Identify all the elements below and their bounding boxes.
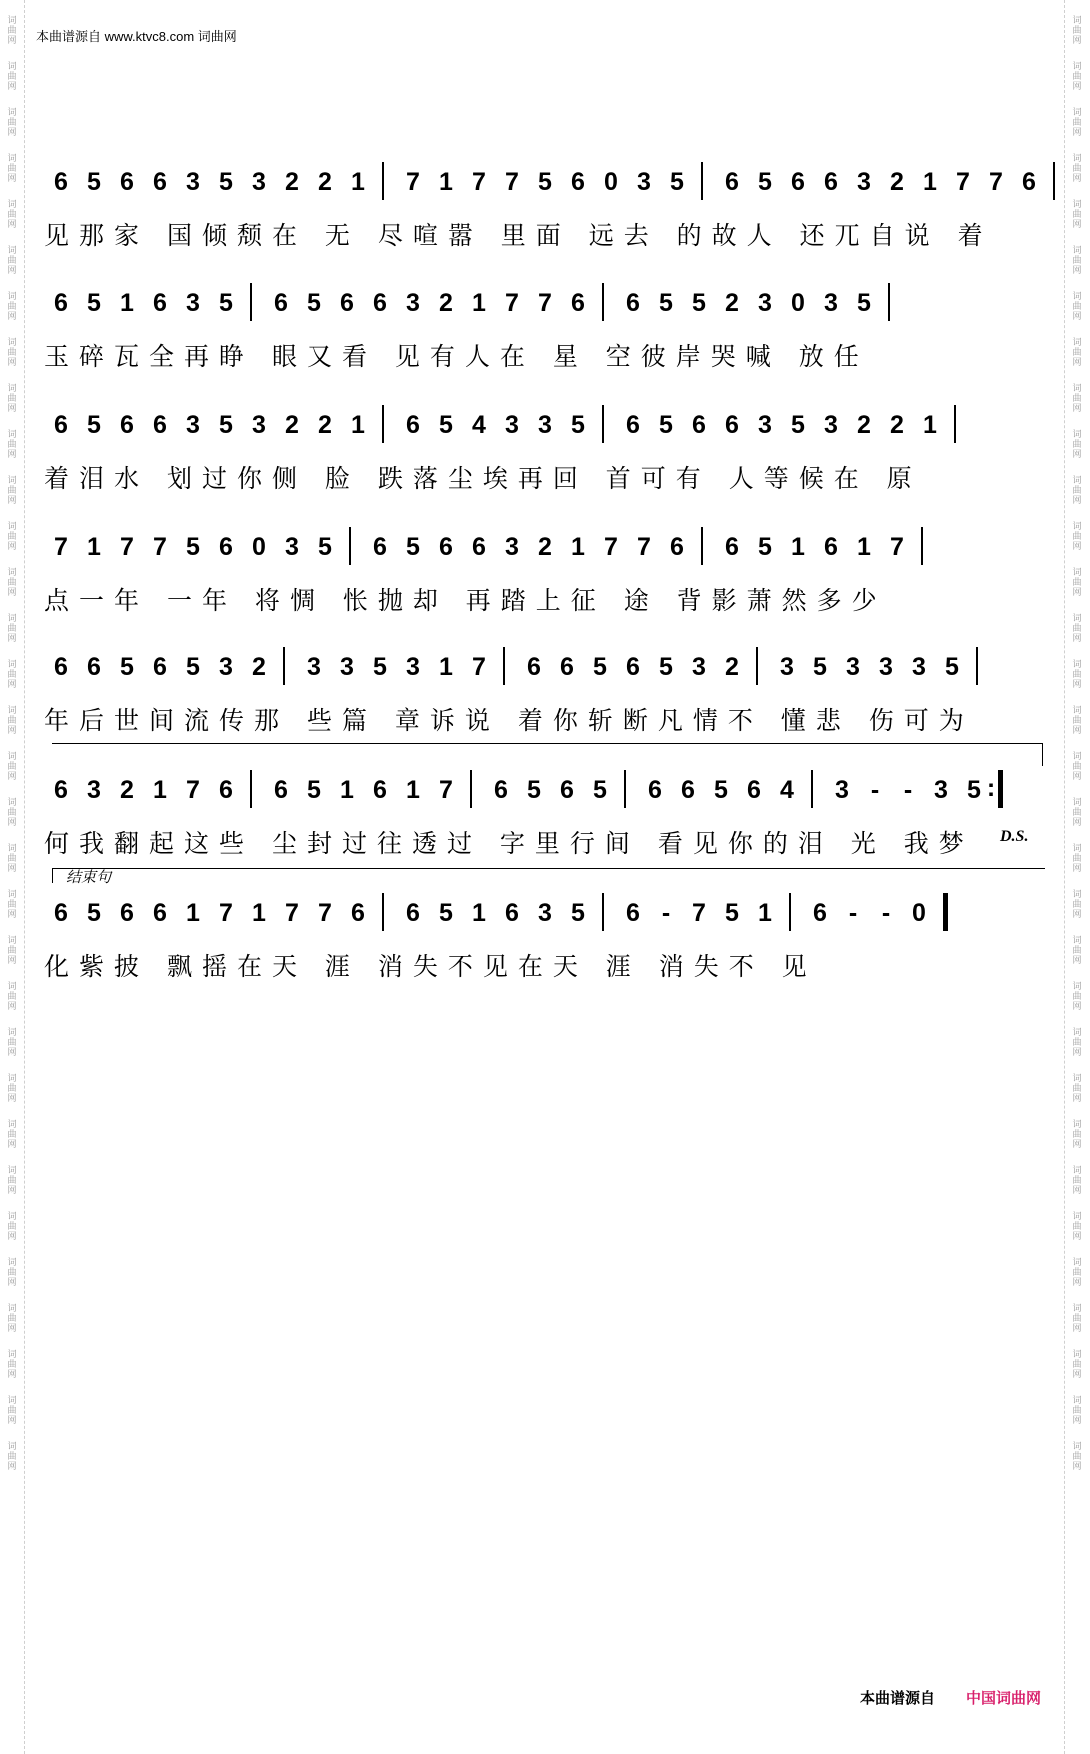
- note: 7: [318, 899, 332, 927]
- note: 5: [538, 168, 552, 196]
- watermark-mark: 词曲网: [1072, 154, 1082, 184]
- note: 5: [758, 168, 772, 196]
- note: 7: [538, 289, 552, 317]
- note: 3: [186, 411, 200, 439]
- note: 7: [604, 533, 618, 561]
- note: 3: [780, 653, 794, 681]
- note: 6: [153, 168, 167, 196]
- note: 6: [351, 899, 365, 927]
- note: 6: [725, 411, 739, 439]
- lyric-row: 何我翻起这些 尘封过往透过 字里行间 看见你的泪 光 我梦: [44, 829, 974, 858]
- watermark-mark: 词曲网: [1072, 1258, 1082, 1288]
- watermark-mark: 词曲网: [7, 614, 17, 644]
- watermark-mark: 词曲网: [1072, 1166, 1082, 1196]
- footer-site-link[interactable]: 中国词曲网: [966, 1689, 1042, 1707]
- barline: [888, 283, 890, 321]
- note: 3: [824, 289, 838, 317]
- sustain-dash: -: [870, 776, 880, 804]
- note: 3: [186, 289, 200, 317]
- barline: [602, 283, 604, 321]
- note: 6: [813, 899, 827, 927]
- note: 7: [219, 899, 233, 927]
- note: 0: [604, 168, 618, 196]
- ds-mark: D.S.: [1000, 828, 1029, 845]
- note: 3: [835, 776, 849, 804]
- note: 6: [824, 533, 838, 561]
- notation-row: [44, 527, 1044, 567]
- note: 0: [791, 289, 805, 317]
- note: 6: [494, 776, 508, 804]
- barline: [624, 770, 626, 808]
- note: 3: [219, 653, 233, 681]
- watermark-mark: 词曲网: [7, 338, 17, 368]
- barline: [976, 647, 978, 685]
- note: 3: [692, 653, 706, 681]
- note: 6: [153, 653, 167, 681]
- note: 6: [626, 899, 640, 927]
- note: 6: [219, 776, 233, 804]
- note: 5: [659, 289, 673, 317]
- watermark-mark: 词曲网: [7, 292, 17, 322]
- barline: [382, 162, 384, 200]
- note: 5: [439, 411, 453, 439]
- note: 6: [626, 289, 640, 317]
- note: 1: [439, 168, 453, 196]
- note: 1: [472, 899, 486, 927]
- note: 6: [791, 168, 805, 196]
- ending-bracket: [52, 868, 1045, 883]
- note: 3: [538, 899, 552, 927]
- note: 5: [725, 899, 739, 927]
- watermark-mark: 词曲网: [7, 476, 17, 506]
- barline: [382, 893, 384, 931]
- note: 6: [406, 411, 420, 439]
- note: 2: [439, 289, 453, 317]
- note: 5: [571, 411, 585, 439]
- watermark-mark: 词曲网: [7, 1166, 17, 1196]
- note: 5: [87, 899, 101, 927]
- note: 5: [571, 899, 585, 927]
- note: 3: [252, 168, 266, 196]
- note: 1: [186, 899, 200, 927]
- note: 6: [54, 411, 68, 439]
- note: 5: [307, 776, 321, 804]
- note: 5: [659, 411, 673, 439]
- watermark-mark: 词曲网: [1072, 338, 1082, 368]
- note: 6: [439, 533, 453, 561]
- note: 1: [406, 776, 420, 804]
- note: 2: [725, 289, 739, 317]
- watermark-mark: 词曲网: [1072, 430, 1082, 460]
- note: 5: [670, 168, 684, 196]
- note: 1: [571, 533, 585, 561]
- note: 6: [54, 899, 68, 927]
- note: 6: [560, 776, 574, 804]
- barline: [921, 527, 923, 565]
- watermark-mark: 词曲网: [1072, 16, 1082, 46]
- note: 5: [219, 168, 233, 196]
- lyric-row: 化紫披 飘摇在天 涯 消失不见在天 涯 消失不 见: [44, 952, 817, 981]
- note: 1: [340, 776, 354, 804]
- note: 6: [120, 411, 134, 439]
- watermark-mark: 词曲网: [1072, 62, 1082, 92]
- footer-source-label: 本曲谱源自: [860, 1689, 936, 1707]
- watermark-mark: 词曲网: [1072, 476, 1082, 506]
- note: 3: [824, 411, 838, 439]
- repeat-bracket: [52, 743, 1043, 766]
- lyric-row: 点一年 一年 将惆 怅抛却 再踏上征 途 背影萧然多少: [44, 586, 887, 615]
- note: 3: [252, 411, 266, 439]
- note: 1: [351, 168, 365, 196]
- note: 5: [186, 653, 200, 681]
- note: 6: [472, 533, 486, 561]
- note: 3: [505, 533, 519, 561]
- right-watermark-strip: [1064, 0, 1089, 1754]
- watermark-mark: 词曲网: [7, 660, 17, 690]
- watermark-mark: 词曲网: [1072, 1304, 1082, 1334]
- lyric-row: 玉碎瓦全再睁 眼又看 见有人在 星 空彼岸哭喊 放任: [44, 342, 869, 371]
- note: 5: [857, 289, 871, 317]
- note: 6: [1022, 168, 1036, 196]
- note: 5: [791, 411, 805, 439]
- watermark-mark: 词曲网: [1072, 568, 1082, 598]
- note: 5: [87, 289, 101, 317]
- barline: [250, 283, 252, 321]
- note: 6: [571, 168, 585, 196]
- note: 7: [472, 168, 486, 196]
- note: 6: [725, 533, 739, 561]
- watermark-mark: 词曲网: [7, 154, 17, 184]
- note: 6: [725, 168, 739, 196]
- watermark-mark: 词曲网: [1072, 1396, 1082, 1426]
- watermark-mark: 词曲网: [1072, 890, 1082, 920]
- note: 1: [439, 653, 453, 681]
- note: 2: [120, 776, 134, 804]
- sustain-dash: -: [903, 776, 913, 804]
- note: 1: [472, 289, 486, 317]
- watermark-mark: 词曲网: [1072, 614, 1082, 644]
- note: 1: [791, 533, 805, 561]
- note: 2: [538, 533, 552, 561]
- note: 3: [758, 289, 772, 317]
- lyric-row: 见那家 国倾颓在 无 尽喧嚣 里面 远去 的故人 还兀自说 着: [44, 221, 993, 250]
- note: 1: [120, 289, 134, 317]
- watermark-mark: 词曲网: [7, 1028, 17, 1058]
- barline: [382, 405, 384, 443]
- note: 5: [87, 411, 101, 439]
- notation-row: [44, 405, 1044, 445]
- note: 5: [120, 653, 134, 681]
- barline: [811, 770, 813, 808]
- note: 6: [626, 653, 640, 681]
- watermark-mark: 词曲网: [1072, 292, 1082, 322]
- barline: [602, 893, 604, 931]
- note: 3: [406, 653, 420, 681]
- watermark-mark: 词曲网: [7, 430, 17, 460]
- sustain-dash: -: [661, 899, 671, 927]
- note: 5: [758, 533, 772, 561]
- watermark-mark: 词曲网: [1072, 752, 1082, 782]
- barline: [602, 405, 604, 443]
- note: 5: [593, 776, 607, 804]
- barline: [470, 770, 472, 808]
- note: 2: [285, 168, 299, 196]
- lyric-row: 着泪水 划过你侧 脸 跌落尘埃再回 首可有 人等候在 原: [44, 464, 922, 493]
- watermark-mark: 词曲网: [7, 1396, 17, 1426]
- notation-row: [44, 647, 1044, 687]
- note: 5: [593, 653, 607, 681]
- note: 5: [318, 533, 332, 561]
- watermark-mark: 词曲网: [1072, 798, 1082, 828]
- note: 6: [153, 411, 167, 439]
- note: 5: [813, 653, 827, 681]
- note: 7: [692, 899, 706, 927]
- note: 0: [252, 533, 266, 561]
- watermark-mark: 词曲网: [7, 752, 17, 782]
- note: 5: [373, 653, 387, 681]
- barline: [503, 647, 505, 685]
- note: 2: [857, 411, 871, 439]
- watermark-mark: 词曲网: [7, 384, 17, 414]
- notation-row: [44, 283, 1044, 323]
- note: 6: [54, 289, 68, 317]
- note: 4: [780, 776, 794, 804]
- note: 1: [923, 411, 937, 439]
- note: 7: [186, 776, 200, 804]
- note: 3: [87, 776, 101, 804]
- note: 5: [219, 411, 233, 439]
- note: 6: [692, 411, 706, 439]
- barline: [1053, 162, 1055, 200]
- note: 6: [626, 411, 640, 439]
- note: 3: [857, 168, 871, 196]
- note: 6: [340, 289, 354, 317]
- note: 3: [340, 653, 354, 681]
- watermark-mark: 词曲网: [1072, 844, 1082, 874]
- note: 4: [472, 411, 486, 439]
- note: 6: [373, 533, 387, 561]
- note: 1: [351, 411, 365, 439]
- barline: [701, 527, 703, 565]
- note: 6: [54, 653, 68, 681]
- note: 6: [670, 533, 684, 561]
- watermark-mark: 词曲网: [7, 1258, 17, 1288]
- note: 6: [153, 289, 167, 317]
- watermark-mark: 词曲网: [7, 706, 17, 736]
- watermark-mark: 词曲网: [1072, 108, 1082, 138]
- watermark-mark: 词曲网: [1072, 246, 1082, 276]
- note: 1: [923, 168, 937, 196]
- watermark-mark: 词曲网: [1072, 660, 1082, 690]
- watermark-mark: 词曲网: [7, 62, 17, 92]
- watermark-mark: 词曲网: [7, 568, 17, 598]
- notation-row: [44, 893, 1044, 933]
- note: 1: [857, 533, 871, 561]
- notation-row: [44, 770, 1044, 810]
- note: 7: [989, 168, 1003, 196]
- watermark-mark: 词曲网: [7, 16, 17, 46]
- note: 6: [120, 899, 134, 927]
- watermark-mark: 词曲网: [7, 1442, 17, 1472]
- note: 5: [967, 776, 981, 804]
- note: 3: [186, 168, 200, 196]
- note: 3: [285, 533, 299, 561]
- note: 2: [318, 411, 332, 439]
- note: 6: [527, 653, 541, 681]
- note: 7: [637, 533, 651, 561]
- note: 5: [945, 653, 959, 681]
- note: 3: [505, 411, 519, 439]
- note: 3: [758, 411, 772, 439]
- note: 7: [406, 168, 420, 196]
- note: 6: [373, 289, 387, 317]
- watermark-mark: 词曲网: [7, 1074, 17, 1104]
- sustain-dash: -: [848, 899, 858, 927]
- watermark-mark: 词曲网: [1072, 1074, 1082, 1104]
- note: 7: [153, 533, 167, 561]
- note: 6: [747, 776, 761, 804]
- note: 3: [846, 653, 860, 681]
- watermark-mark: 词曲网: [7, 246, 17, 276]
- watermark-mark: 词曲网: [7, 890, 17, 920]
- note: 1: [153, 776, 167, 804]
- note: 6: [681, 776, 695, 804]
- watermark-mark: 词曲网: [1072, 982, 1082, 1012]
- note: 7: [505, 168, 519, 196]
- note: 1: [758, 899, 772, 927]
- note: 5: [307, 289, 321, 317]
- watermark-mark: 词曲网: [1072, 1120, 1082, 1150]
- watermark-mark: 词曲网: [7, 1350, 17, 1380]
- barline: [283, 647, 285, 685]
- note: 6: [274, 289, 288, 317]
- note: 6: [505, 899, 519, 927]
- note: 6: [824, 168, 838, 196]
- barline: [349, 527, 351, 565]
- note: 7: [54, 533, 68, 561]
- note: 5: [692, 289, 706, 317]
- note: 5: [406, 533, 420, 561]
- note: 6: [54, 776, 68, 804]
- barline: [250, 770, 252, 808]
- notation-row: [44, 162, 1044, 202]
- ending-label: 结束句: [66, 868, 112, 886]
- note: 2: [252, 653, 266, 681]
- note: 7: [472, 653, 486, 681]
- repeat-colon: :: [986, 774, 996, 802]
- note: 1: [87, 533, 101, 561]
- note: 7: [956, 168, 970, 196]
- note: 5: [439, 899, 453, 927]
- note: 5: [714, 776, 728, 804]
- note: 2: [725, 653, 739, 681]
- note: 6: [274, 776, 288, 804]
- note: 5: [659, 653, 673, 681]
- note: 6: [120, 168, 134, 196]
- note: 6: [406, 899, 420, 927]
- watermark-mark: 词曲网: [7, 982, 17, 1012]
- note: 6: [571, 289, 585, 317]
- watermark-mark: 词曲网: [1072, 1350, 1082, 1380]
- watermark-mark: 词曲网: [1072, 384, 1082, 414]
- barline: [701, 162, 703, 200]
- note: 2: [285, 411, 299, 439]
- note: 5: [186, 533, 200, 561]
- watermark-mark: 词曲网: [7, 798, 17, 828]
- note: 6: [373, 776, 387, 804]
- note: 2: [890, 411, 904, 439]
- watermark-mark: 词曲网: [7, 108, 17, 138]
- lyric-row: 年后世间流传那 些篇 章诉说 着你斩断凡情不 懂悲 伤可为: [44, 706, 974, 735]
- watermark-mark: 词曲网: [1072, 1028, 1082, 1058]
- note: 7: [120, 533, 134, 561]
- note: 6: [87, 653, 101, 681]
- watermark-mark: 词曲网: [7, 200, 17, 230]
- watermark-mark: 词曲网: [1072, 522, 1082, 552]
- note: 3: [912, 653, 926, 681]
- watermark-mark: 词曲网: [1072, 936, 1082, 966]
- note: 5: [527, 776, 541, 804]
- watermark-mark: 词曲网: [7, 936, 17, 966]
- note: 3: [538, 411, 552, 439]
- note: 7: [439, 776, 453, 804]
- watermark-mark: 词曲网: [7, 522, 17, 552]
- watermark-mark: 词曲网: [7, 1120, 17, 1150]
- note: 3: [406, 289, 420, 317]
- note: 6: [648, 776, 662, 804]
- note: 2: [318, 168, 332, 196]
- watermark-mark: 词曲网: [7, 1212, 17, 1242]
- note: 5: [219, 289, 233, 317]
- watermark-mark: 词曲网: [1072, 1442, 1082, 1472]
- note: 0: [912, 899, 926, 927]
- left-watermark-strip: [0, 0, 25, 1754]
- note: 6: [54, 168, 68, 196]
- barline: [756, 647, 758, 685]
- sustain-dash: -: [881, 899, 891, 927]
- note: 2: [890, 168, 904, 196]
- watermark-mark: 词曲网: [7, 1304, 17, 1334]
- note: 3: [307, 653, 321, 681]
- watermark-mark: 词曲网: [1072, 1212, 1082, 1242]
- note: 5: [87, 168, 101, 196]
- note: 3: [879, 653, 893, 681]
- note: 6: [153, 899, 167, 927]
- end-barline: [943, 893, 948, 931]
- note: 6: [219, 533, 233, 561]
- note: 3: [637, 168, 651, 196]
- note: 3: [934, 776, 948, 804]
- barline: [789, 893, 791, 931]
- barline: [954, 405, 956, 443]
- note: 7: [890, 533, 904, 561]
- watermark-mark: 词曲网: [1072, 200, 1082, 230]
- note: 1: [252, 899, 266, 927]
- note: 7: [285, 899, 299, 927]
- note: 6: [560, 653, 574, 681]
- note: 7: [505, 289, 519, 317]
- page-header: 本曲谱源自 www.ktvc8.com 词曲网: [36, 29, 237, 44]
- watermark-mark: 词曲网: [7, 844, 17, 874]
- watermark-mark: 词曲网: [1072, 706, 1082, 736]
